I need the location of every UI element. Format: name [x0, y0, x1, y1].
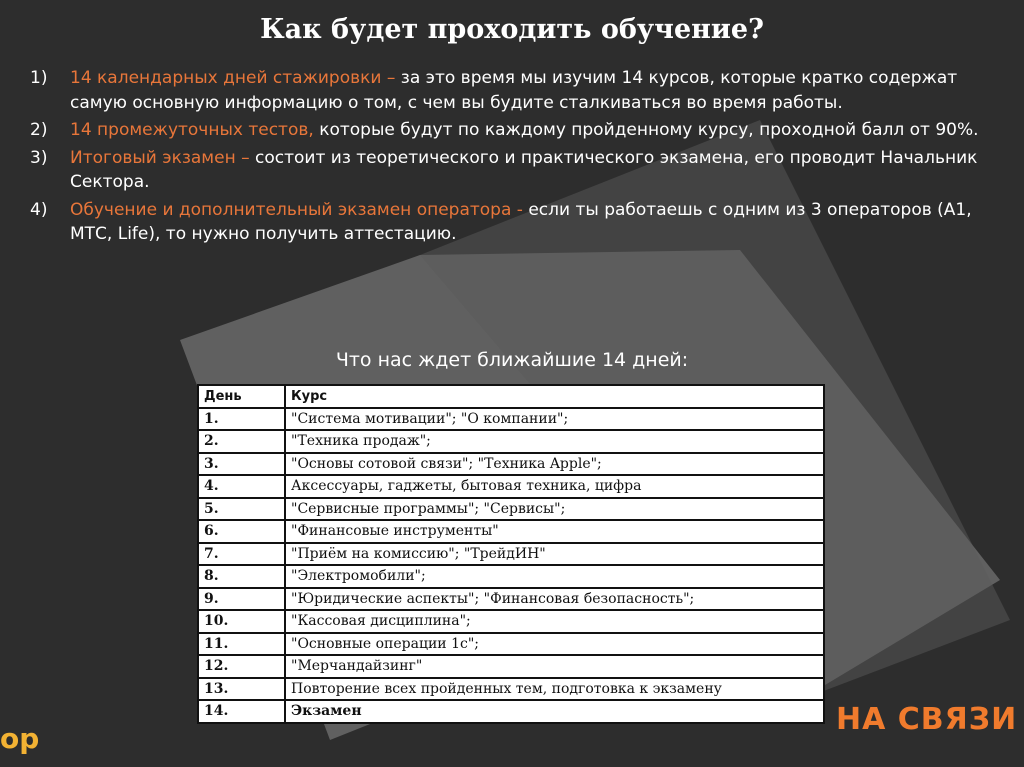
course-cell: "Электромобили";	[285, 565, 824, 588]
course-cell: "Техника продаж";	[285, 430, 824, 453]
day-cell: 4.	[198, 475, 285, 498]
table-row	[198, 588, 824, 611]
list-item	[30, 146, 1005, 195]
table-row	[198, 430, 824, 453]
day-cell: 12.	[198, 655, 285, 678]
table-row	[198, 678, 824, 701]
table-row	[198, 453, 824, 476]
day-cell: 7.	[198, 543, 285, 566]
table-header-row	[198, 385, 824, 408]
course-cell: "Основные операции 1с";	[285, 633, 824, 656]
page-title: Как будет проходить обучение?	[260, 14, 764, 45]
course-cell: Экзамен	[285, 700, 824, 723]
brand-logo: НА СВЯЗИ	[836, 702, 1018, 737]
course-cell: Аксессуары, гаджеты, бытовая техника, цифра	[285, 475, 824, 498]
item-highlight: 14 календарных дней стажировки –	[70, 68, 396, 88]
course-cell: "Сервисные программы"; "Сервисы";	[285, 498, 824, 521]
course-cell: "Юридические аспекты"; "Финансовая безопасность";	[285, 588, 824, 611]
day-cell: 3.	[198, 453, 285, 476]
item-body	[70, 146, 1005, 195]
list-item	[30, 66, 1005, 115]
day-cell: 14.	[198, 700, 285, 723]
item-text: за это время мы изучим 14 курсов, которые кратко содержат самую основную информацию о том, с чем вы будите сталкиваться во время работы.	[70, 68, 958, 113]
table-row	[198, 565, 824, 588]
info-list	[30, 66, 1005, 250]
table-row	[198, 610, 824, 633]
table-row	[198, 543, 824, 566]
table-row	[198, 408, 824, 431]
table-row	[198, 655, 824, 678]
day-cell: 8.	[198, 565, 285, 588]
day-cell: 2.	[198, 430, 285, 453]
course-cell: "Основы сотовой связи"; "Техника Apple";	[285, 453, 824, 476]
course-cell: "Кассовая дисциплина";	[285, 610, 824, 633]
item-number: 4)	[30, 199, 48, 220]
column-header-day: День	[198, 385, 285, 408]
table-row	[198, 700, 824, 723]
course-cell: "Мерчандайзинг"	[285, 655, 824, 678]
table-row	[198, 498, 824, 521]
item-highlight: Итоговый экзамен –	[70, 147, 250, 168]
item-text: которые будут по каждому пройденному курсу, проходной балл от 90%.	[313, 120, 979, 140]
column-header-course: Курс	[285, 385, 824, 408]
table-row	[198, 633, 824, 656]
day-cell: 1.	[198, 408, 285, 431]
day-cell: 6.	[198, 520, 285, 543]
course-cell: "Финансовые инструменты"	[285, 520, 824, 543]
item-body	[70, 198, 1005, 247]
item-text: состоит из теоретического и практического экзамена, его проводит Начальник Сектора.	[70, 147, 978, 192]
list-item	[30, 198, 1005, 247]
day-cell: 13.	[198, 678, 285, 701]
item-number: 2)	[30, 120, 48, 140]
item-number: 1)	[30, 68, 48, 88]
day-cell: 9.	[198, 588, 285, 611]
item-body	[70, 118, 979, 143]
item-highlight: Обучение и дополнительный экзамен оператора -	[70, 199, 523, 220]
table-row	[198, 520, 824, 543]
table-row	[198, 475, 824, 498]
schedule-table	[197, 384, 825, 724]
item-text: если ты работаешь с одним из 3 операторов (А1, МТС, Life), то нужно получить аттестацию.	[70, 199, 972, 244]
day-cell: 10.	[198, 610, 285, 633]
course-cell: Повторение всех пройденных тем, подготовка к экзамену	[285, 678, 824, 701]
item-number: 3)	[30, 147, 48, 168]
course-cell: "Приём на комиссию"; "ТрейдИН"	[285, 543, 824, 566]
day-cell: 11.	[198, 633, 285, 656]
brand-logo-partial: op	[0, 722, 40, 755]
course-cell: "Система мотивации"; "О компании";	[285, 408, 824, 431]
item-highlight: 14 промежуточных тестов,	[70, 120, 314, 140]
schedule-subtitle: Что нас ждет ближайшие 14 дней:	[335, 349, 689, 371]
list-item	[30, 118, 1005, 143]
day-cell: 5.	[198, 498, 285, 521]
item-body	[70, 66, 1005, 115]
